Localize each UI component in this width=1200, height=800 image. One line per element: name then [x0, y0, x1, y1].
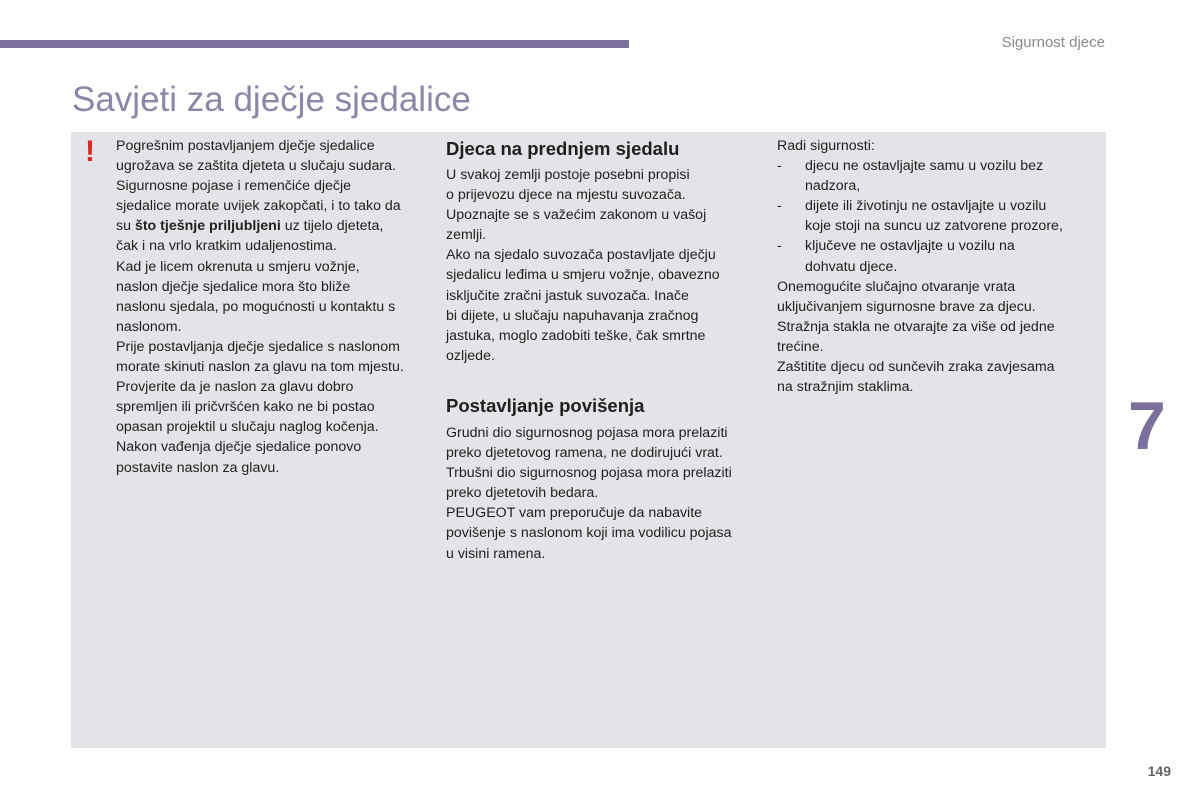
- text-line: Nakon vađenja dječje sjedalice ponovo: [116, 439, 362, 456]
- text-fragment: su: [116, 218, 135, 235]
- text-line: morate skinuti naslon za glavu na tom mjestu.: [116, 359, 404, 376]
- text-line: Radi sigurnosti:: [777, 138, 875, 154]
- text-line: [116, 216, 436, 236]
- text-line: Upoznajte se s važećim zakonom u vašoj: [446, 207, 707, 224]
- list-item: [777, 156, 1097, 176]
- text-line: U svakoj zemlji postoje posebni propisi: [446, 167, 690, 183]
- page-title: Savjeti za dječje sjedalice: [72, 80, 471, 119]
- text-line: Trbušni dio sigurnosnog pojasa mora prelaziti: [446, 465, 732, 482]
- text-line: ozljede.: [446, 347, 495, 364]
- text-line: naslon dječje sjedalice mora što bliže: [116, 278, 351, 295]
- list-item-text: ključeve ne ostavljajte u vozilu na: [805, 238, 1015, 255]
- text-fragment: uz tijelo djeteta,: [280, 218, 384, 235]
- text-line: isključite zračni jastuk suvozača. Inače: [446, 287, 689, 304]
- safety-column: [777, 136, 1097, 397]
- text-line: postavite naslon za glavu.: [116, 459, 280, 476]
- list-item-continuation: [777, 257, 1097, 277]
- text-line: Zaštitite djecu od sunčevih zraka zavjesama: [777, 359, 1055, 376]
- text-line: trećine.: [777, 338, 824, 355]
- text-line: Onemogućite slučajno otvaranje vrata: [777, 278, 1016, 295]
- text-line: Sigurnosne pojase i remenčiće dječje: [116, 178, 352, 195]
- text-line: preko djetetovog ramena, ne dodirujući vrat.: [446, 445, 723, 462]
- text-line: opasan projektil u slučaju naglog kočenja.: [116, 419, 379, 436]
- text-line: zemlji.: [446, 227, 487, 244]
- list-item-text: nadzora,: [805, 178, 861, 195]
- text-line: povišenje s naslonom koji ima vodilicu pojasa: [446, 525, 732, 542]
- text-line: u visini ramena.: [446, 545, 546, 562]
- front-seat-column: [446, 136, 764, 564]
- list-item: [777, 196, 1097, 216]
- dash-bullet: -: [777, 198, 782, 215]
- list-item-text: dijete ili životinju ne ostavljajte u vozilu: [805, 198, 1047, 215]
- text-line: Prije postavljanja dječje sjedalice s naslonom: [116, 338, 400, 355]
- chapter-number: 7: [1128, 388, 1166, 464]
- text-line: na stražnjim staklima.: [777, 379, 914, 396]
- warning-column: [116, 136, 436, 478]
- text-line: naslonu sjedala, po mogućnosti u kontaktu s: [116, 298, 396, 315]
- dash-bullet: -: [777, 238, 782, 255]
- text-line: ugrožava se zaštita djeteta u slučaju sudara.: [116, 158, 396, 175]
- text-line: uključivanjem sigurnosne brave za djecu.: [777, 298, 1036, 315]
- text-line: Pogrešnim postavljanjem dječje sjedalice: [116, 138, 375, 154]
- text-line: jastuka, moglo zadobiti teške, čak smrtne: [446, 327, 706, 344]
- text-line: Ako na sjedalo suvozača postavljate dječju: [446, 247, 716, 264]
- booster-heading: Postavljanje povišenja: [446, 394, 645, 416]
- warning-icon: !: [85, 135, 95, 168]
- text-line: Grudni dio sigurnosnog pojasa mora prelaziti: [446, 424, 728, 441]
- text-line: čak i na vrlo kratkim udaljenostima.: [116, 238, 337, 255]
- list-item: [777, 236, 1097, 256]
- text-line: PEUGEOT vam preporučuje da nabavite: [446, 505, 703, 522]
- list-item-continuation: [777, 176, 1097, 196]
- text-line: Stražnja stakla ne otvarajte za više od jedne: [777, 318, 1055, 335]
- list-item-text: koje stoji na suncu uz zatvorene prozore,: [805, 218, 1063, 235]
- text-line: sjedalice morate uvijek zakopčati, i to tako da: [116, 198, 401, 215]
- text-line: preko djetetovih bedara.: [446, 485, 599, 502]
- emphasis-text: što tješnje priljubljeni: [134, 218, 281, 235]
- text-line: Provjerite da je naslon za glavu dobro: [116, 379, 354, 396]
- page-number: 149: [1147, 763, 1171, 779]
- text-line: naslonom.: [116, 318, 182, 335]
- list-item-continuation: [777, 216, 1097, 236]
- text-line: o prijevozu djece na mjestu suvozača.: [446, 187, 686, 204]
- section-header-bar: [0, 40, 629, 48]
- text-line: Kad je licem okrenuta u smjeru vožnje,: [116, 258, 360, 275]
- text-line: spremljen ili pričvršćen kako ne bi postao: [116, 399, 375, 416]
- front-seat-heading: Djeca na prednjem sjedalu: [446, 138, 680, 159]
- text-line: bi dijete, u slučaju napuhavanja zračnog: [446, 307, 699, 324]
- section-label: Sigurnost djece: [1001, 34, 1105, 51]
- dash-bullet: -: [777, 158, 782, 175]
- list-item-text: dohvatu djece.: [805, 258, 898, 275]
- list-item-text: djecu ne ostavljajte samu u vozilu bez: [805, 158, 1044, 175]
- text-line: sjedalicu leđima u smjeru vožnje, obavezno: [446, 267, 720, 284]
